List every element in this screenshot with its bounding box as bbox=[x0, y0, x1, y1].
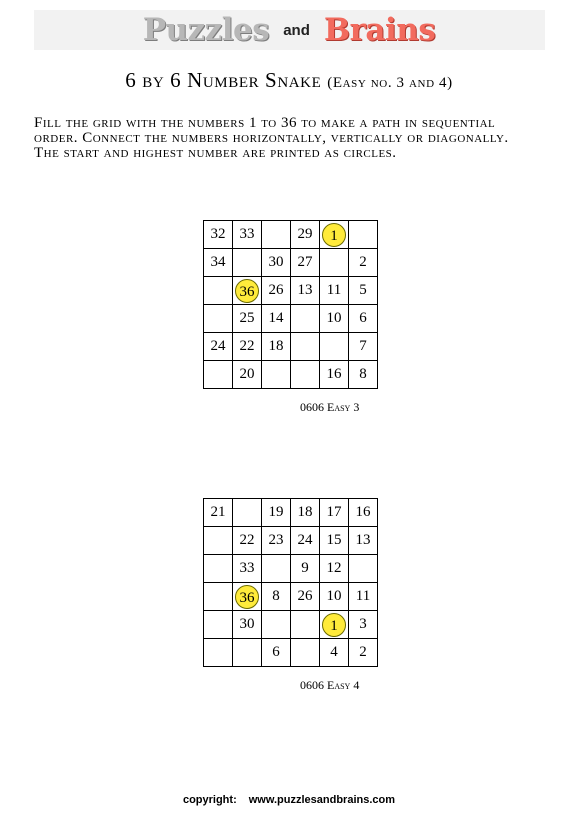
grid-cell: 17 bbox=[320, 499, 349, 527]
grid-cell-empty[interactable] bbox=[291, 361, 320, 389]
footer bbox=[0, 794, 578, 806]
title-sub: (Easy no. 3 and 4) bbox=[327, 75, 453, 91]
grid-cell-empty[interactable] bbox=[262, 555, 291, 583]
grid-cell-empty[interactable] bbox=[291, 333, 320, 361]
grid-row bbox=[204, 527, 378, 555]
grid-cell: 21 bbox=[204, 499, 233, 527]
title-main: 6 by 6 Number Snake bbox=[125, 68, 322, 92]
grid-cell: 24 bbox=[291, 527, 320, 555]
grid-cell-empty[interactable] bbox=[204, 611, 233, 639]
circled-number: 36 bbox=[235, 585, 259, 609]
grid-row bbox=[204, 499, 378, 527]
logo-word-puzzles: Puzzles bbox=[142, 12, 270, 48]
grid-cell: 22 bbox=[233, 527, 262, 555]
grid-cell-empty[interactable] bbox=[320, 333, 349, 361]
puzzle-caption-easy-4: 0606 Easy 4 bbox=[300, 678, 360, 692]
grid-row bbox=[204, 611, 378, 639]
grid-cell-empty[interactable] bbox=[291, 305, 320, 333]
circled-number: 1 bbox=[322, 223, 346, 247]
grid-cell: 8 bbox=[349, 361, 378, 389]
grid-cell-empty[interactable] bbox=[233, 249, 262, 277]
grid-cell: 2 bbox=[349, 639, 378, 667]
grid-cell: 30 bbox=[233, 611, 262, 639]
grid-cell-empty[interactable] bbox=[291, 639, 320, 667]
grid-cell: 33 bbox=[233, 555, 262, 583]
copyright-label: copyright: bbox=[182, 794, 237, 806]
puzzle-caption-easy-3: 0606 Easy 3 bbox=[300, 400, 360, 414]
grid-cell: 26 bbox=[291, 583, 320, 611]
grid-cell: 16 bbox=[320, 361, 349, 389]
grid-cell: 18 bbox=[262, 333, 291, 361]
grid-cell bbox=[320, 221, 349, 249]
grid-cell-empty[interactable] bbox=[204, 527, 233, 555]
grid-cell-empty[interactable] bbox=[204, 361, 233, 389]
grid-cell: 34 bbox=[204, 249, 233, 277]
grid-cell-empty[interactable] bbox=[349, 221, 378, 249]
grid-cell bbox=[233, 583, 262, 611]
grid-cell: 10 bbox=[320, 305, 349, 333]
grid-cell: 2 bbox=[349, 249, 378, 277]
grid-cell: 6 bbox=[262, 639, 291, 667]
grid-row bbox=[204, 333, 378, 361]
grid-cell: 16 bbox=[349, 499, 378, 527]
puzzle-grid-easy-3 bbox=[203, 220, 378, 389]
puzzle-grid-easy-4 bbox=[203, 498, 378, 667]
grid-cell-empty[interactable] bbox=[320, 249, 349, 277]
grid-cell: 13 bbox=[349, 527, 378, 555]
grid-cell: 12 bbox=[320, 555, 349, 583]
grid-cell: 15 bbox=[320, 527, 349, 555]
site-logo bbox=[0, 12, 578, 48]
grid-cell: 30 bbox=[262, 249, 291, 277]
grid-row bbox=[204, 361, 378, 389]
instruction-line: order. Connect the numbers horizontally, vertically or diagonally. bbox=[34, 130, 509, 146]
grid-cell: 4 bbox=[320, 639, 349, 667]
grid-cell: 11 bbox=[320, 277, 349, 305]
grid-cell: 24 bbox=[204, 333, 233, 361]
grid-cell-empty[interactable] bbox=[262, 611, 291, 639]
grid-row bbox=[204, 305, 378, 333]
grid-cell-empty[interactable] bbox=[204, 305, 233, 333]
grid-row bbox=[204, 639, 378, 667]
grid-cell: 13 bbox=[291, 277, 320, 305]
grid-cell-empty[interactable] bbox=[291, 611, 320, 639]
grid-cell: 32 bbox=[204, 221, 233, 249]
grid-cell: 10 bbox=[320, 583, 349, 611]
grid-cell-empty[interactable] bbox=[204, 555, 233, 583]
footer-url-link[interactable]: www.puzzlesandbrains.com bbox=[248, 794, 396, 806]
logo-word-and: and bbox=[283, 21, 310, 39]
grid-row bbox=[204, 555, 378, 583]
grid-cell: 8 bbox=[262, 583, 291, 611]
grid-cell-empty[interactable] bbox=[233, 639, 262, 667]
grid-cell: 14 bbox=[262, 305, 291, 333]
grid-row bbox=[204, 277, 378, 305]
grid-cell: 22 bbox=[233, 333, 262, 361]
grid-cell-empty[interactable] bbox=[204, 277, 233, 305]
grid-cell-empty[interactable] bbox=[262, 361, 291, 389]
instruction-line: The start and highest number are printed as circles. bbox=[34, 145, 397, 161]
grid-cell: 3 bbox=[349, 611, 378, 639]
grid-cell: 6 bbox=[349, 305, 378, 333]
grid-cell-empty[interactable] bbox=[204, 639, 233, 667]
grid-cell: 5 bbox=[349, 277, 378, 305]
grid-cell: 7 bbox=[349, 333, 378, 361]
grid-cell-empty[interactable] bbox=[262, 221, 291, 249]
grid-cell: 19 bbox=[262, 499, 291, 527]
grid-cell-empty[interactable] bbox=[233, 499, 262, 527]
grid-row bbox=[204, 583, 378, 611]
grid-cell: 11 bbox=[349, 583, 378, 611]
grid-cell bbox=[320, 611, 349, 639]
grid-cell: 27 bbox=[291, 249, 320, 277]
grid-cell-empty[interactable] bbox=[204, 583, 233, 611]
circled-number: 36 bbox=[235, 279, 259, 303]
logo-word-brains: Brains bbox=[323, 12, 436, 48]
instructions bbox=[34, 116, 554, 161]
grid-cell: 25 bbox=[233, 305, 262, 333]
grid-row bbox=[204, 221, 378, 249]
instruction-line: Fill the grid with the numbers 1 to 36 to make a path in sequential bbox=[34, 115, 496, 131]
grid-row bbox=[204, 249, 378, 277]
grid-cell: 9 bbox=[291, 555, 320, 583]
grid-cell: 23 bbox=[262, 527, 291, 555]
grid-cell: 20 bbox=[233, 361, 262, 389]
grid-cell-empty[interactable] bbox=[349, 555, 378, 583]
circled-number: 1 bbox=[322, 613, 346, 637]
grid-cell: 33 bbox=[233, 221, 262, 249]
grid-cell: 29 bbox=[291, 221, 320, 249]
grid-cell: 18 bbox=[291, 499, 320, 527]
grid-cell bbox=[233, 277, 262, 305]
page-title bbox=[0, 68, 578, 93]
grid-cell: 26 bbox=[262, 277, 291, 305]
